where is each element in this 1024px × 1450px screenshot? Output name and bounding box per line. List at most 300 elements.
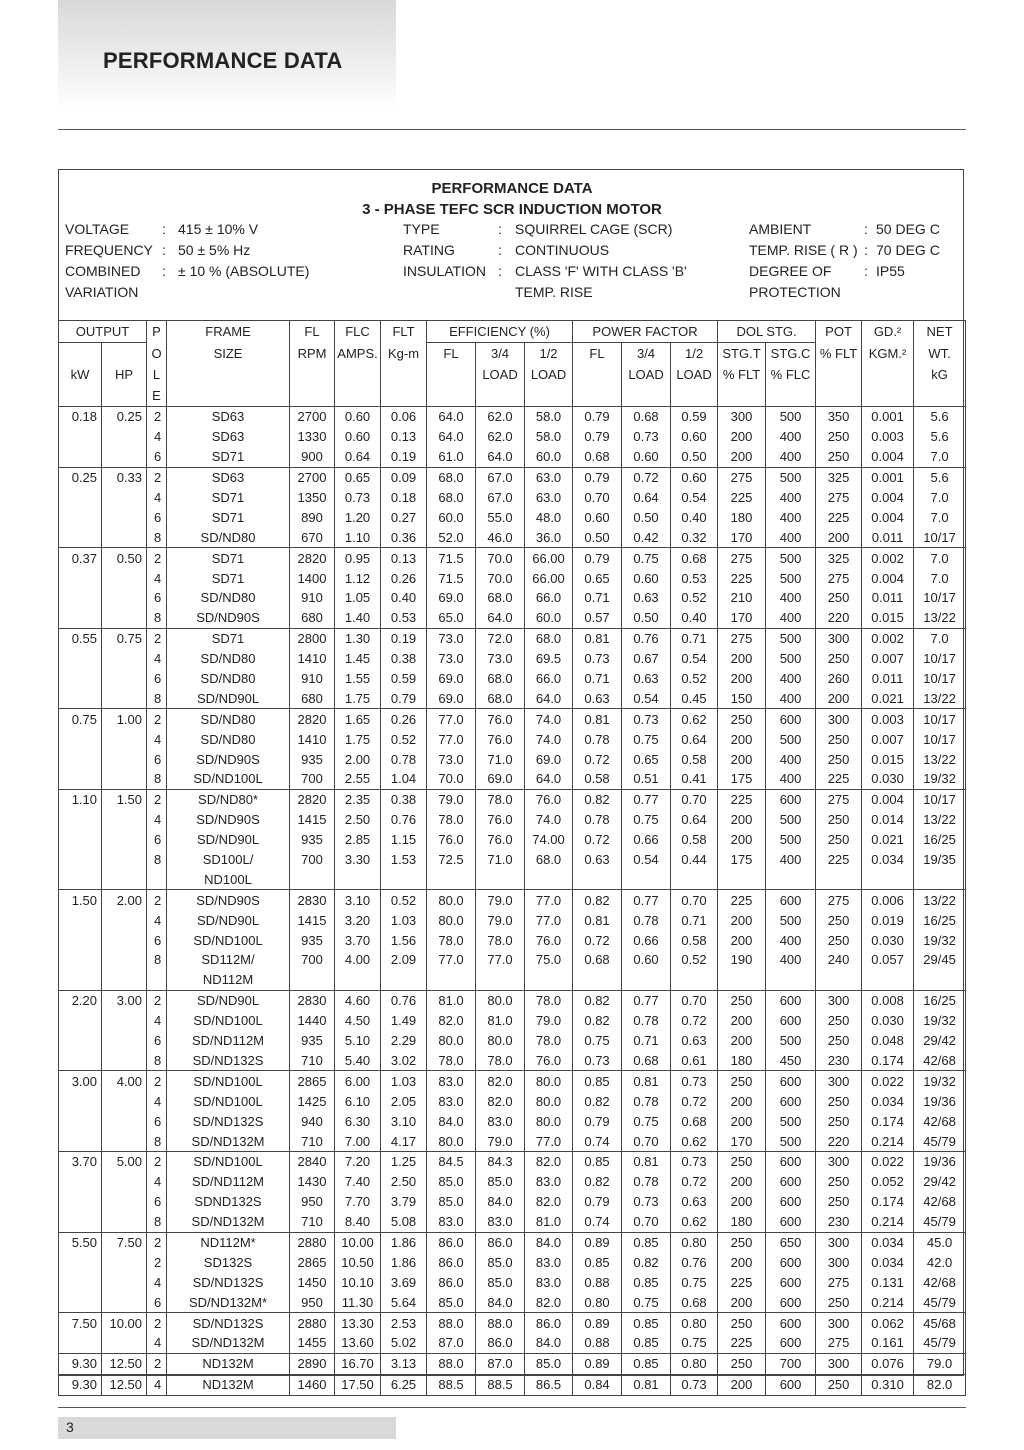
- spec-col-type: [403, 219, 687, 303]
- table-cell: 8: [147, 608, 167, 628]
- table-cell: 4: [147, 1333, 167, 1353]
- table-header: [59, 321, 966, 407]
- table-cell: 0.50: [573, 527, 622, 547]
- table-cell: 300: [816, 1071, 862, 1091]
- table-cell: 4: [147, 1011, 167, 1031]
- table-cell: 68.0: [525, 628, 573, 648]
- table-cell: 1.49: [381, 1011, 427, 1031]
- table-cell: 16/25: [914, 910, 966, 930]
- table-cell: 0.015: [862, 749, 914, 769]
- table-cell: 910: [290, 669, 335, 689]
- page-number: 3: [66, 1419, 74, 1435]
- table-cell: 16/25: [914, 830, 966, 850]
- table-cell: [59, 427, 102, 447]
- header-flt-2: Kg-m: [381, 343, 427, 365]
- table-cell: [102, 1031, 147, 1051]
- table-cell: 680: [290, 608, 335, 628]
- table-cell: 66.0: [525, 669, 573, 689]
- table-cell: SD/ND132M: [167, 1333, 290, 1353]
- table-cell: [102, 910, 147, 930]
- table-cell: 69.0: [427, 688, 476, 708]
- table-cell: [102, 1252, 147, 1272]
- table-cell: 0.67: [622, 649, 671, 669]
- table-cell: 1425: [290, 1091, 335, 1111]
- table-cell: 200: [816, 688, 862, 708]
- table-cell: 0.75: [622, 548, 671, 568]
- table-cell: 80.0: [525, 1111, 573, 1131]
- table-cell: 200: [718, 1172, 766, 1192]
- header-eff-12-1: 1/2: [525, 343, 573, 365]
- table-cell: 600: [766, 1313, 816, 1333]
- table-cell: 0.38: [381, 789, 427, 809]
- table-cell: 78.0: [525, 1031, 573, 1051]
- table-cell: 400: [766, 527, 816, 547]
- table-cell: 76.0: [427, 830, 476, 850]
- table-cell: 600: [766, 1333, 816, 1353]
- table-cell: 0.78: [573, 729, 622, 749]
- table-cell: [766, 869, 816, 889]
- table-cell: SD/ND132S: [167, 1111, 290, 1131]
- table-cell: 0.82: [622, 1252, 671, 1272]
- table-cell: 700: [290, 950, 335, 970]
- table-cell: 0.131: [862, 1272, 914, 1292]
- table-cell: 250: [816, 910, 862, 930]
- table-cell: 0.006: [862, 890, 914, 910]
- table-cell: [102, 1272, 147, 1292]
- table-cell: 2820: [290, 709, 335, 729]
- table-cell: [59, 507, 102, 527]
- table-cell: 0.60: [671, 427, 718, 447]
- table-cell: 68.0: [476, 588, 525, 608]
- table-cell: 83.0: [476, 1111, 525, 1131]
- header-pot-1: POT: [816, 321, 862, 343]
- table-cell: 3.10: [381, 1111, 427, 1131]
- header-stgt-2: % FLT: [718, 364, 766, 385]
- table-cell: 0.45: [671, 688, 718, 708]
- table-cell: 0.062: [862, 1313, 914, 1333]
- footer-divider: [58, 1407, 966, 1408]
- table-cell: 0.80: [573, 1292, 622, 1312]
- table-cell: 0.77: [622, 789, 671, 809]
- table-cell: 250: [816, 1192, 862, 1212]
- table-cell: 0.78: [622, 910, 671, 930]
- table-cell: 0.82: [573, 1172, 622, 1192]
- table-cell: 0.002: [862, 548, 914, 568]
- table-row-group: [59, 1353, 966, 1374]
- table-cell: [102, 649, 147, 669]
- table-cell: 0.50: [102, 548, 147, 568]
- table-cell: 1410: [290, 649, 335, 669]
- table-cell: 0.030: [862, 769, 914, 789]
- table-cell: 170: [718, 608, 766, 628]
- table-cell: 1.45: [335, 649, 381, 669]
- table-cell: 0.72: [573, 930, 622, 950]
- table-row: [59, 688, 966, 708]
- table-cell: 45/79: [914, 1333, 966, 1353]
- table-cell: 0.022: [862, 1151, 914, 1171]
- table-cell: [671, 970, 718, 990]
- table-cell: [102, 447, 147, 467]
- table-cell: 0.70: [622, 1131, 671, 1151]
- table-cell: 0.75: [622, 729, 671, 749]
- table-row: [59, 970, 966, 990]
- table-cell: SD/ND100L: [167, 1091, 290, 1111]
- table-cell: 2.55: [335, 769, 381, 789]
- table-cell: 0.25: [102, 407, 147, 427]
- table-cell: 0.71: [573, 588, 622, 608]
- table-cell: 1.55: [335, 669, 381, 689]
- table-cell: SD71: [167, 568, 290, 588]
- table-cell: 69.0: [525, 749, 573, 769]
- table-cell: 325: [816, 467, 862, 487]
- table-cell: 10/17: [914, 789, 966, 809]
- table-cell: [59, 950, 102, 970]
- table-cell: 250: [816, 1172, 862, 1192]
- table-cell: 82.0: [525, 1151, 573, 1171]
- table-cell: 7.50: [59, 1313, 102, 1333]
- table-cell: 950: [290, 1192, 335, 1212]
- table-cell: 4: [147, 568, 167, 588]
- table-cell: 0.18: [381, 488, 427, 508]
- table-cell: 0.50: [622, 507, 671, 527]
- table-cell: [766, 970, 816, 990]
- table-cell: 225: [718, 1333, 766, 1353]
- table-cell: 0.021: [862, 688, 914, 708]
- table-cell: 5.02: [381, 1333, 427, 1353]
- table-cell: SD63: [167, 407, 290, 427]
- table-cell: 5.40: [335, 1051, 381, 1071]
- table-cell: 2: [147, 407, 167, 427]
- table-cell: 73.0: [427, 749, 476, 769]
- table-cell: 19/35: [914, 850, 966, 870]
- table-cell: 85.0: [427, 1292, 476, 1312]
- table-cell: 900: [290, 447, 335, 467]
- table-cell: 6: [147, 1292, 167, 1312]
- table-cell: 19/32: [914, 1011, 966, 1031]
- table-cell: 2: [147, 990, 167, 1010]
- table-cell: 1.10: [59, 789, 102, 809]
- table-cell: [59, 1252, 102, 1272]
- table-cell: 4: [147, 1172, 167, 1192]
- spec-col-environment: [749, 219, 940, 303]
- table-cell: SD/ND132S: [167, 1272, 290, 1292]
- table-cell: SD/ND132S: [167, 1051, 290, 1071]
- table-cell: 76.0: [476, 830, 525, 850]
- table-cell: 0.008: [862, 990, 914, 1010]
- table-cell: 0.40: [671, 507, 718, 527]
- table-cell: SD/ND80: [167, 669, 290, 689]
- table-cell: [59, 527, 102, 547]
- table-cell: 3.30: [335, 850, 381, 870]
- table-cell: 0.78: [573, 810, 622, 830]
- table-cell: 3.00: [102, 990, 147, 1010]
- table-cell: [290, 869, 335, 889]
- table-row: [59, 1051, 966, 1071]
- table-cell: 60.0: [525, 608, 573, 628]
- table-cell: 0.001: [862, 467, 914, 487]
- table-cell: 19/36: [914, 1091, 966, 1111]
- table-cell: 83.0: [525, 1172, 573, 1192]
- table-cell: 5.50: [59, 1232, 102, 1252]
- table-cell: 16.70: [335, 1353, 381, 1374]
- table-cell: 500: [766, 729, 816, 749]
- table-cell: 225: [718, 789, 766, 809]
- table-cell: 0.54: [671, 488, 718, 508]
- table-cell: 0.79: [573, 1192, 622, 1212]
- table-cell: 0.81: [573, 628, 622, 648]
- table-cell: 76.0: [525, 930, 573, 950]
- table-row: [59, 810, 966, 830]
- table-cell: 250: [816, 1292, 862, 1312]
- table-cell: 450: [766, 1051, 816, 1071]
- table-cell: [622, 970, 671, 990]
- table-cell: [59, 869, 102, 889]
- table-cell: SD/ND100L: [167, 1011, 290, 1031]
- table-cell: 210: [718, 588, 766, 608]
- table-cell: 0.62: [671, 1212, 718, 1232]
- table-cell: 500: [766, 810, 816, 830]
- table-cell: 600: [766, 1091, 816, 1111]
- table-cell: 0.82: [573, 789, 622, 809]
- table-cell: 170: [718, 1131, 766, 1151]
- table-cell: [59, 588, 102, 608]
- table-cell: 74.0: [525, 729, 573, 749]
- table-cell: 0.011: [862, 669, 914, 689]
- table-row: [59, 588, 966, 608]
- table-cell: 4: [147, 1091, 167, 1111]
- table-cell: [102, 488, 147, 508]
- table-cell: 500: [766, 568, 816, 588]
- table-cell: 13/22: [914, 688, 966, 708]
- table-row: [59, 1151, 966, 1171]
- table-cell: 66.0: [525, 588, 573, 608]
- table-cell: [102, 1292, 147, 1312]
- table-row: [59, 1333, 966, 1353]
- table-cell: 63.0: [525, 488, 573, 508]
- table-cell: 275: [816, 1333, 862, 1353]
- table-cell: 225: [816, 769, 862, 789]
- header-pole-3: L: [147, 364, 167, 385]
- table-cell: 2.05: [381, 1091, 427, 1111]
- table-row: [59, 1172, 966, 1192]
- table-row: [59, 789, 966, 809]
- table-cell: 1450: [290, 1272, 335, 1292]
- spec-temp-rise-class: TEMP. RISE: [515, 284, 593, 300]
- table-cell: 4: [147, 427, 167, 447]
- table-cell: 6: [147, 1031, 167, 1051]
- table-cell: [102, 1333, 147, 1353]
- header-efficiency: EFFICIENCY (%): [427, 321, 573, 343]
- table-cell: 10/17: [914, 527, 966, 547]
- table-cell: 5.08: [381, 1212, 427, 1232]
- table-cell: 62.0: [476, 407, 525, 427]
- table-cell: 3.10: [335, 890, 381, 910]
- table-cell: [102, 669, 147, 689]
- table-cell: 200: [718, 910, 766, 930]
- table-cell: 0.65: [335, 467, 381, 487]
- table-cell: 4: [147, 729, 167, 749]
- table-cell: 0.63: [622, 669, 671, 689]
- table-cell: 650: [766, 1232, 816, 1252]
- table-cell: 82.0: [476, 1091, 525, 1111]
- table-cell: 250: [816, 1011, 862, 1031]
- table-cell: 0.048: [862, 1031, 914, 1051]
- table-cell: [525, 869, 573, 889]
- table-row-group: [59, 709, 966, 790]
- table-cell: 8: [147, 950, 167, 970]
- table-cell: 260: [816, 669, 862, 689]
- table-cell: 700: [290, 769, 335, 789]
- header-net-3: kG: [914, 364, 966, 385]
- table-cell: 0.174: [862, 1051, 914, 1071]
- spec-protection: PROTECTION: [749, 284, 841, 300]
- table-cell: SD/ND90S: [167, 608, 290, 628]
- header-pole-4: E: [147, 385, 167, 407]
- table-cell: 0.63: [573, 850, 622, 870]
- table-cell: 300: [816, 1252, 862, 1272]
- table-cell: 1.00: [102, 709, 147, 729]
- header-stgc-2: % FLC: [766, 364, 816, 385]
- table-cell: [671, 869, 718, 889]
- table-cell: 0.79: [381, 688, 427, 708]
- table-cell: 77.0: [525, 910, 573, 930]
- table-cell: 0.68: [573, 447, 622, 467]
- table-cell: 88.0: [476, 1313, 525, 1333]
- table-cell: 29/42: [914, 1031, 966, 1051]
- table-cell: 0.50: [622, 608, 671, 628]
- table-cell: 7.00: [335, 1131, 381, 1151]
- table-cell: 0.19: [381, 628, 427, 648]
- table-cell: 275: [718, 467, 766, 487]
- table-cell: 83.0: [525, 1272, 573, 1292]
- table-cell: 64.0: [525, 688, 573, 708]
- table-cell: 0.030: [862, 1011, 914, 1031]
- table-cell: 36.0: [525, 527, 573, 547]
- table-cell: [102, 850, 147, 870]
- table-cell: SD/ND112M: [167, 1172, 290, 1192]
- table-cell: 0.85: [573, 1151, 622, 1171]
- table-cell: 0.06: [381, 407, 427, 427]
- table-cell: 3.13: [381, 1353, 427, 1374]
- table-cell: [59, 729, 102, 749]
- table-cell: [59, 769, 102, 789]
- table-cell: 52.0: [427, 527, 476, 547]
- table-cell: 0.004: [862, 488, 914, 508]
- table-cell: 78.0: [427, 1051, 476, 1071]
- header-pf-12-1: 1/2: [671, 343, 718, 365]
- table-cell: 910: [290, 588, 335, 608]
- table-cell: 400: [766, 488, 816, 508]
- table-cell: 85.0: [427, 1172, 476, 1192]
- table-cell: 0.75: [573, 1031, 622, 1051]
- table-cell: 0.71: [671, 910, 718, 930]
- table-cell: 84.0: [427, 1111, 476, 1131]
- table-row: [59, 890, 966, 910]
- table-cell: 180: [718, 1051, 766, 1071]
- table-cell: 250: [718, 1313, 766, 1333]
- table-cell: [59, 810, 102, 830]
- table-cell: 2.35: [335, 789, 381, 809]
- table-row: [59, 1091, 966, 1111]
- table-cell: [102, 588, 147, 608]
- table-cell: 0.70: [671, 990, 718, 1010]
- table-cell: 200: [718, 1011, 766, 1031]
- table-cell: 13/22: [914, 810, 966, 830]
- table-cell: 1410: [290, 729, 335, 749]
- table-cell: 0.78: [622, 1011, 671, 1031]
- spec-frequency: FREQUENCY : 50 ± 5% Hz: [65, 242, 251, 258]
- table-cell: 10.00: [335, 1232, 381, 1252]
- table-cell: 250: [816, 447, 862, 467]
- table-cell: [102, 729, 147, 749]
- table-cell: 0.85: [622, 1272, 671, 1292]
- table-cell: 0.007: [862, 649, 914, 669]
- table-cell: 6: [147, 930, 167, 950]
- table-cell: SD/ND90S: [167, 890, 290, 910]
- table-cell: 500: [766, 628, 816, 648]
- header-pole-1: P: [147, 321, 167, 343]
- table-cell: 250: [816, 830, 862, 850]
- table-cell: 0.65: [622, 749, 671, 769]
- table-cell: 300: [816, 628, 862, 648]
- table-cell: [59, 608, 102, 628]
- table-cell: 29/45: [914, 950, 966, 970]
- table-cell: SD71: [167, 488, 290, 508]
- table-cell: SD/ND112M: [167, 1031, 290, 1051]
- table-cell: [59, 1292, 102, 1312]
- panel-title: [0, 178, 1024, 220]
- table-cell: 0.76: [381, 810, 427, 830]
- spec-ambient: AMBIENT : 50 DEG C: [749, 221, 940, 237]
- table-cell: 78.0: [525, 990, 573, 1010]
- table-cell: 0.75: [671, 1272, 718, 1292]
- header-dol: DOL STG.: [718, 321, 816, 343]
- table-cell: 250: [816, 1031, 862, 1051]
- table-cell: [102, 1172, 147, 1192]
- table-cell: 3.70: [59, 1151, 102, 1171]
- table-cell: 0.52: [671, 588, 718, 608]
- table-cell: 1.15: [381, 830, 427, 850]
- table-cell: 80.0: [427, 1131, 476, 1151]
- table-row: [59, 1374, 966, 1395]
- table-cell: 8: [147, 850, 167, 870]
- table-cell: 200: [718, 1091, 766, 1111]
- table-cell: 0.85: [573, 1071, 622, 1091]
- table-cell: 225: [718, 568, 766, 588]
- table-row: [59, 649, 966, 669]
- table-cell: 0.40: [671, 608, 718, 628]
- table-cell: 300: [816, 1353, 862, 1374]
- table-cell: 2.53: [381, 1313, 427, 1333]
- table-cell: [862, 869, 914, 889]
- table-cell: 200: [718, 427, 766, 447]
- table-cell: 76.0: [476, 729, 525, 749]
- table-cell: 58.0: [525, 407, 573, 427]
- table-cell: [427, 869, 476, 889]
- table-cell: 85.0: [427, 1192, 476, 1212]
- table-cell: 0.37: [59, 548, 102, 568]
- table-row: [59, 1031, 966, 1051]
- table-row-group: [59, 548, 966, 629]
- table-cell: SD/ND80: [167, 649, 290, 669]
- table-row: [59, 548, 966, 568]
- table-cell: SD63: [167, 427, 290, 447]
- header-flc-2: AMPS.: [335, 343, 381, 365]
- table-cell: 13/22: [914, 608, 966, 628]
- table-cell: 0.42: [622, 527, 671, 547]
- table-cell: 2: [147, 890, 167, 910]
- table-row-group: [59, 1071, 966, 1152]
